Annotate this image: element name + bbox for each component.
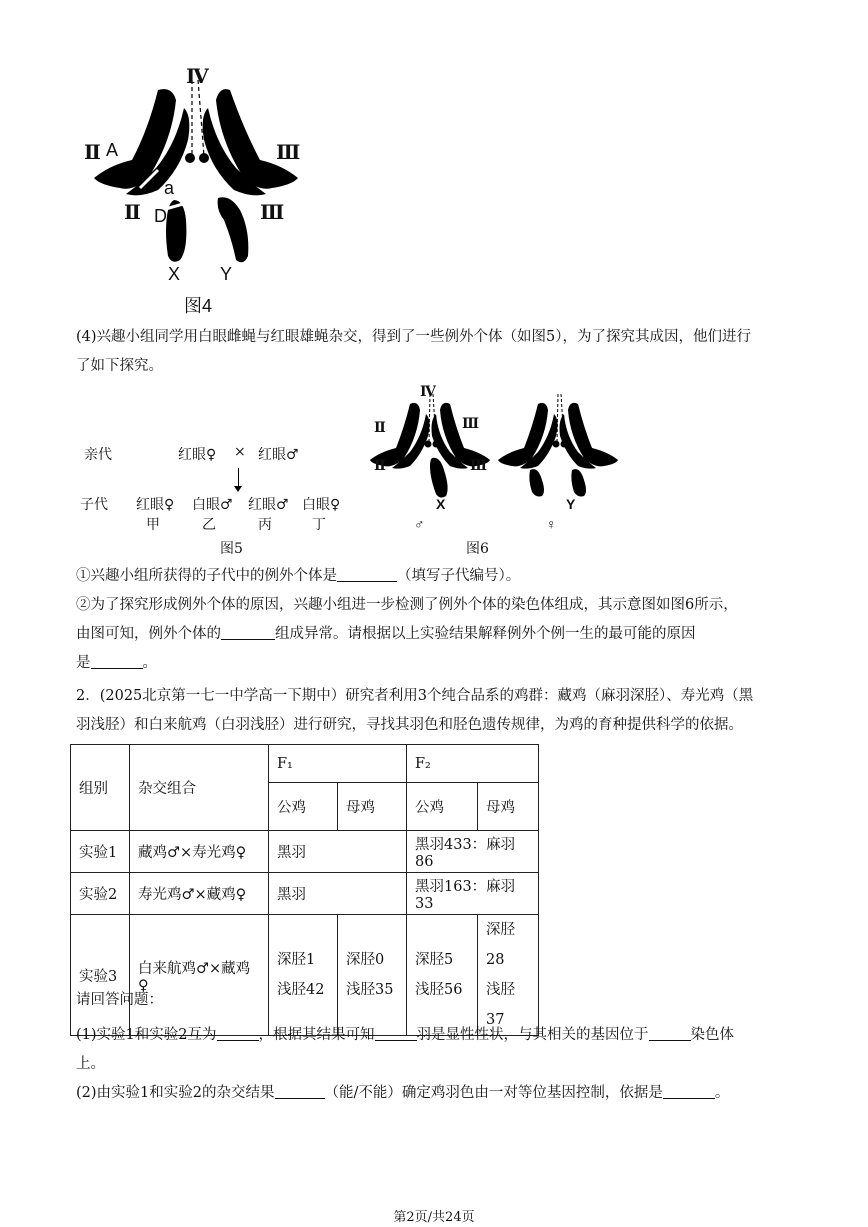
q2-line1: 2．(2025北京第一七一中学高一下期中）研究者利用3个纯合品系的鸡群：藏鸡（麻羽深胫）、寿光鸡（黑 (76, 688, 754, 704)
fig6-label-II-left: Ⅱ (374, 421, 386, 436)
chromosome-label-Y: Y (220, 264, 233, 284)
row3-f2-hen: 深胫28 浅胫37 (478, 915, 539, 1036)
row3-cross: 白来航鸡♂×藏鸡♀ (130, 915, 269, 1036)
figure-5 (80, 438, 370, 560)
row2-f2: 黑羽163：麻羽33 (407, 873, 539, 915)
q4-intro-line2: 了如下探究。 (76, 358, 163, 374)
row3-group: 实验3 (71, 915, 130, 1036)
question-2 (76, 682, 796, 740)
karyotype-male (370, 394, 490, 498)
parent-female: 红眼♀ (178, 447, 217, 463)
chromosome-label-X: X (168, 264, 181, 284)
header-f2-rooster: 公鸡 (407, 783, 478, 831)
arrow (238, 468, 239, 488)
fig4-label-III-lower: Ⅲ (260, 202, 285, 224)
chromosome-Y (218, 197, 249, 262)
table-row (71, 873, 539, 915)
fig6-label-IV-left: Ⅳ (420, 385, 436, 400)
sub2-line1: ②为了探究形成例外个体的原因，兴趣小组进一步检测了例外个体的染色体组成，其示意图如图6所示， (76, 597, 738, 613)
offspring-1-phenotype: 红眼♀ (136, 497, 175, 513)
row2-cross: 寿光鸡♂×藏鸡♀ (130, 873, 269, 915)
fig4-label-IV: Ⅳ (186, 66, 209, 88)
answer-section (76, 986, 796, 1108)
fig6-left-sex: ♂ (414, 516, 425, 532)
offspring-3-id: 丙 (258, 517, 272, 533)
fig4-label-II-upper: Ⅱ (84, 142, 101, 164)
fig5-caption: 图5 (220, 541, 243, 557)
gene-a: a (164, 178, 175, 198)
answer-q1-line2: 上。 (76, 1056, 105, 1072)
fig4-label-II-lower: Ⅱ (124, 202, 141, 224)
offspring-1-id: 甲 (146, 517, 160, 533)
fig6-caption: 图6 (466, 541, 489, 557)
offspring-2-id: 乙 (202, 517, 216, 533)
header-f1: F₁ (269, 745, 407, 783)
answer-prompt: 请回答问题： (76, 992, 163, 1008)
gene-D: D (154, 206, 167, 226)
answer-blank-3[interactable] (91, 654, 143, 669)
answer-q1: (1)实验1和实验2互为 ，根据其结果可知 羽是显性性状，与其相关的基因位于 染色体 (76, 1027, 734, 1043)
sub1: ①兴趣小组所获得的子代中的例外个体是 （填写子代编号）。 (76, 568, 521, 584)
fig6-label-III-left-lower: Ⅲ (470, 459, 488, 474)
figure-4 (80, 60, 320, 320)
fig6-label-III-left: Ⅲ (462, 417, 480, 432)
header-cross: 杂交组合 (130, 745, 269, 831)
q2-line2: 羽浅胫）和白来航鸡（白羽浅胫）进行研究，寻找其羽色和胫色遗传规律，为鸡的育种提供科学的依据。 (76, 717, 743, 733)
fig6-label-II-left-lower: Ⅱ (374, 459, 386, 474)
row3-f2-rooster: 深胫5 浅胫56 (407, 915, 478, 1036)
sub2-line3: 是 。 (76, 655, 157, 671)
figure-6 (370, 384, 620, 560)
fig4-caption: 图4 (184, 296, 213, 316)
answer-blank-q1-2[interactable] (375, 1026, 417, 1041)
q4-intro (76, 323, 796, 381)
header-f2: F₂ (407, 745, 539, 783)
row1-f1: 黑羽 (269, 831, 407, 873)
offspring-3-phenotype: 红眼♂ (248, 497, 289, 513)
answer-blank-q2-1[interactable] (275, 1084, 325, 1099)
row2-f1: 黑羽 (269, 873, 407, 915)
page-footer: 第2页/共24页 (393, 1210, 475, 1225)
row1-group: 实验1 (71, 831, 130, 873)
figure-6-chromosomes (370, 384, 620, 524)
header-f1-hen: 母鸡 (338, 783, 407, 831)
chromosome-IV-dot-left (185, 153, 195, 163)
sub2-line2: 由图可知，例外个体的 组成异常。请根据以上实验结果解释例外个例一生的最可能的原因 (76, 626, 696, 642)
parent-label: 亲代 (84, 447, 112, 463)
answer-q2: (2)由实验1和实验2的杂交结果 （能/不能）确定鸡羽色由一对等位基因控制，依据是 。 (76, 1085, 730, 1101)
q4-intro-line1: (4)兴趣小组同学用白眼雌蝇与红眼雄蝇杂交，得到了一些例外个体（如图5），为了探究其成因，他们进行 (76, 329, 752, 345)
cross-symbol: × (234, 444, 246, 460)
offspring-4-phenotype: 白眼♀ (302, 497, 341, 513)
header-f2-hen: 母鸡 (478, 783, 539, 831)
offspring-4-id: 丁 (312, 517, 326, 533)
header-f1-rooster: 公鸡 (269, 783, 338, 831)
karyotype-female (498, 394, 618, 497)
row1-cross: 藏鸡♂×寿光鸡♀ (130, 831, 269, 873)
header-group: 组别 (71, 745, 130, 831)
row3-f1-hen: 深胫0 浅胫35 (338, 915, 407, 1036)
offspring-2-phenotype: 白眼♂ (192, 497, 233, 513)
row3-f1-rooster: 深胫1 浅胫42 (269, 915, 338, 1036)
fig6-left-sex-chrom: X (436, 496, 446, 512)
answer-blank-2[interactable] (221, 625, 275, 640)
offspring-label: 子代 (80, 497, 108, 513)
arrow-head (234, 486, 242, 492)
figure-4-chromosomes (80, 60, 320, 290)
answer-blank-q2-2[interactable] (663, 1084, 715, 1099)
answer-blank-1[interactable] (337, 567, 397, 582)
fig4-label-III-upper: Ⅲ (276, 142, 301, 164)
sub-questions (76, 562, 796, 678)
fig6-right-sex-chrom: Y (566, 496, 576, 512)
row1-f2: 黑羽433：麻羽86 (407, 831, 539, 873)
answer-blank-q1-3[interactable] (649, 1026, 691, 1041)
table-row (71, 831, 539, 873)
row2-group: 实验2 (71, 873, 130, 915)
chromosome-IV-dot-right (199, 153, 209, 163)
parent-male: 红眼♂ (258, 447, 299, 463)
gene-A: A (106, 140, 119, 160)
fig6-right-sex: ♀ (546, 516, 557, 532)
answer-blank-q1-1[interactable] (217, 1026, 259, 1041)
